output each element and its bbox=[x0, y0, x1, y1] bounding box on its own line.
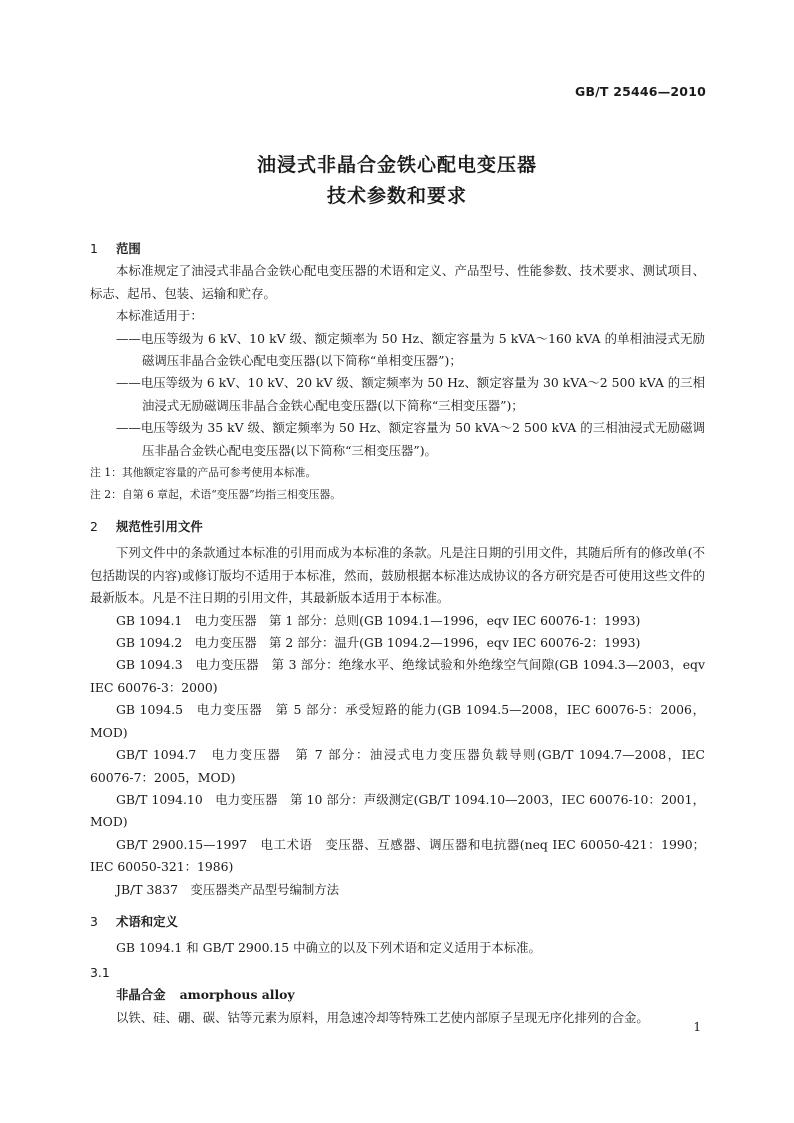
scope-paragraph: 本标准规定了油浸式非晶合金铁心配电变压器的术语和定义、产品型号、性能参数、技术要求、测试项目、标志、起吊、包装、运输和贮存。 bbox=[90, 263, 705, 301]
scope-applies-paragraph: 本标准适用于： bbox=[116, 308, 203, 324]
section-heading-terms bbox=[90, 911, 705, 933]
reference-item: JB/T 3837 变压器类产品型号编制方法 bbox=[116, 881, 340, 897]
references-intro-paragraph: 下列文件中的条款通过本标准的引用而成为本标准的条款。凡是注日期的引用文件，其随后所有的修改单(不包括勘误的内容)或修订版均不适用于本标准，然而，鼓励根据本标准达成协议的各方研究是否可使用这些文件的最新版本。凡是不注日期的引用文件，其最新版本适用于本标准。 bbox=[90, 545, 705, 606]
term-english: amorphous alloy bbox=[179, 987, 295, 1003]
document-title-line2: 技术参数和要求 bbox=[326, 185, 467, 207]
section-heading-scope bbox=[90, 238, 705, 260]
term-chinese: 非晶合金 bbox=[116, 987, 166, 1003]
page-number: 1 bbox=[693, 1020, 701, 1034]
reference-item: GB/T 1094.7 电力变压器 第 7 部分：油浸式电力变压器负载导则(GB/T 1094.7—2008，IEC 60076-7：2005，MOD) bbox=[90, 747, 705, 785]
scope-dash-item: ——电压等级为 6 kV、10 kV、20 kV 级、额定频率为 50 Hz、额定容量为 30 kVA～2 500 kVA 的三相油浸式无励磁调压非晶合金铁心配电变压器(以下简称“三相变压器”)； bbox=[116, 375, 705, 413]
reference-item: GB 1094.1 电力变压器 第 1 部分：总则(GB 1094.1—1996，eqv IEC 60076-1：1993) bbox=[116, 612, 641, 628]
section-title: 范围 bbox=[116, 241, 141, 256]
section-number: 3 bbox=[90, 913, 98, 929]
section-heading-normative-references bbox=[90, 516, 705, 538]
scope-dash-item: ——电压等级为 6 kV、10 kV 级、额定频率为 50 Hz、额定容量为 5 kVA～160 kVA 的单相油浸式无励磁调压非晶合金铁心配电变压器(以下简称“单相变压器”)； bbox=[116, 330, 705, 369]
reference-item: GB 1094.2 电力变压器 第 2 部分：温升(GB 1094.2—1996，eqv IEC 60076-2：1993) bbox=[116, 635, 641, 651]
scope-note: 注 2：自第 6 章起，术语“变压器”均指三相变压器。 bbox=[90, 488, 342, 502]
section-title: 术语和定义 bbox=[116, 913, 178, 929]
term-number: 3.1 bbox=[90, 964, 110, 980]
section-title: 规范性引用文件 bbox=[116, 519, 203, 535]
document-body bbox=[90, 238, 705, 1029]
scope-note: 注 1：其他额定容量的产品可参考使用本标准。 bbox=[90, 466, 317, 480]
term-heading bbox=[90, 984, 705, 1006]
document-title-line1: 油浸式非晶合金铁心配电变压器 bbox=[256, 154, 537, 176]
reference-item: GB 1094.5 电力变压器 第 5 部分：承受短路的能力(GB 1094.5—2008，IEC 60076-5：2006，MOD) bbox=[90, 702, 705, 740]
terms-intro-paragraph: GB 1094.1 和 GB/T 2900.15 中确立的以及下列术语和定义适用于本标准。 bbox=[116, 940, 541, 956]
scope-dash-item: ——电压等级为 35 kV 级、额定频率为 50 Hz、额定容量为 50 kVA～2 500 kVA 的三相油浸式无励磁调压非晶合金铁心配电变压器(以下简称“三相变压器”)。 bbox=[116, 420, 705, 458]
reference-item: GB/T 2900.15—1997 电工术语 变压器、互感器、调压器和电抗器(neq IEC 60050-421：1990；IEC 60050-321：1986) bbox=[90, 836, 705, 875]
section-number: 2 bbox=[90, 519, 98, 535]
section-number: 1 bbox=[90, 241, 98, 256]
reference-item: GB/T 1094.10 电力变压器 第 10 部分：声级测定(GB/T 1094.10—2003，IEC 60076-10：2001，MOD) bbox=[90, 791, 705, 830]
standard-code: GB/T 25446—2010 bbox=[574, 84, 706, 99]
term-definition: 以铁、硅、硼、碳、钴等元素为原料，用急速冷却等特殊工艺使内部原子呈现无序化排列的合金。 bbox=[116, 1009, 649, 1025]
reference-item: GB 1094.3 电力变压器 第 3 部分：绝缘水平、绝缘试验和外绝缘空气间隙(GB 1094.3—2003，eqv IEC 60076-3：2000) bbox=[90, 657, 705, 695]
